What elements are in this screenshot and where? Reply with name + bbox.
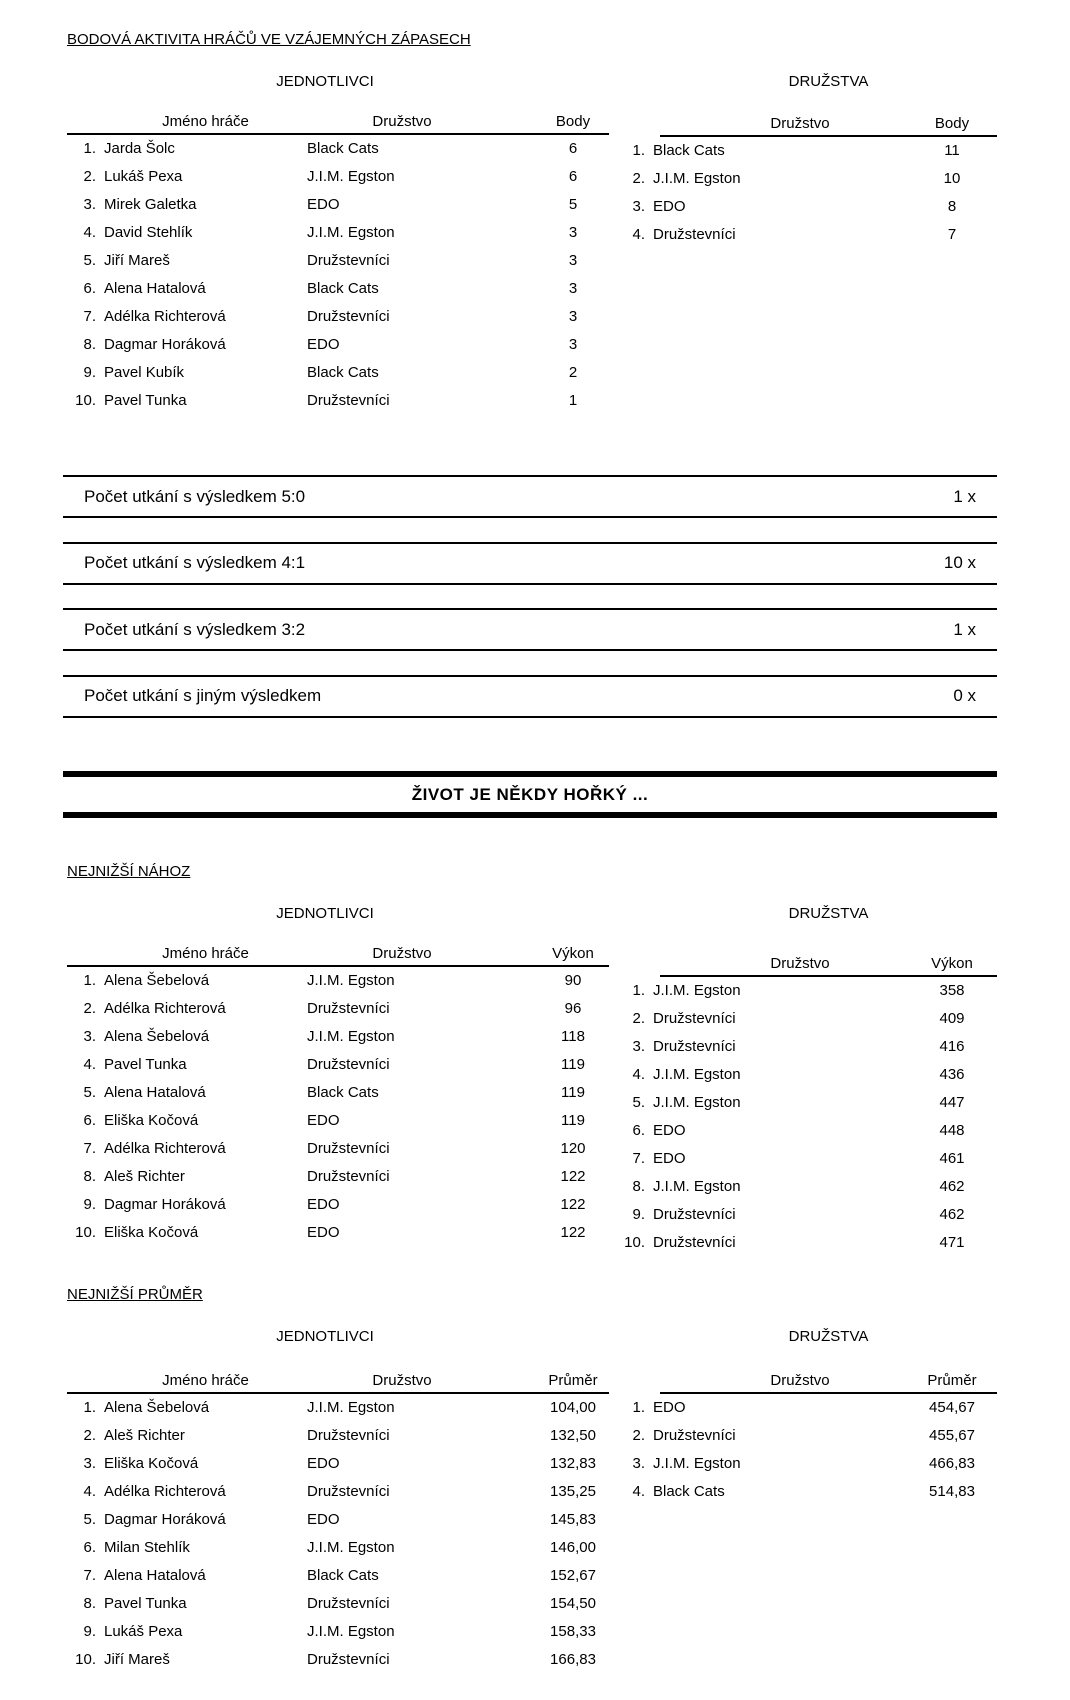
cell-team: Black Cats bbox=[307, 140, 379, 157]
cell-rank: 2. bbox=[83, 1000, 96, 1017]
cell-value: 455,67 bbox=[929, 1427, 975, 1444]
lowest-average-individuals-table bbox=[63, 1367, 609, 1674]
cell-team: Družstevníci bbox=[653, 1010, 736, 1027]
cell-team: Družstevníci bbox=[307, 1056, 390, 1073]
cell-value: 7 bbox=[947, 226, 957, 243]
table-header bbox=[63, 1367, 609, 1392]
player-row bbox=[63, 1191, 609, 1219]
cell-name: Pavel Kubík bbox=[104, 364, 185, 381]
cell-value: 96 bbox=[564, 1000, 582, 1017]
cell-name: Aleš Richter bbox=[104, 1168, 185, 1185]
cell-value: 514,83 bbox=[929, 1483, 975, 1500]
cell-name: Dagmar Horáková bbox=[104, 1511, 226, 1528]
cell-team: Družstevníci bbox=[653, 1234, 736, 1251]
cell-name: Jarda Šolc bbox=[104, 140, 175, 157]
cell-rank: 2. bbox=[83, 168, 96, 185]
cell-team: J.I.M. Egston bbox=[307, 224, 395, 241]
team-row bbox=[612, 165, 997, 193]
cell-value: 135,25 bbox=[550, 1483, 596, 1500]
team-row bbox=[612, 1033, 997, 1061]
cell-name: Eliška Kočová bbox=[104, 1455, 199, 1472]
cell-team: Družstevníci bbox=[307, 1140, 390, 1157]
teams-heading-throw: DRUŽSTVA bbox=[788, 905, 869, 922]
team-row bbox=[612, 1005, 997, 1033]
cell-team: J.I.M. Egston bbox=[307, 1623, 395, 1640]
cell-rank: 1. bbox=[83, 972, 96, 989]
cell-name: Dagmar Horáková bbox=[104, 1196, 226, 1213]
cell-rank: 8. bbox=[632, 1178, 645, 1195]
team-row bbox=[612, 1089, 997, 1117]
cell-value: 158,33 bbox=[550, 1623, 596, 1640]
cell-rank: 3. bbox=[83, 196, 96, 213]
player-row bbox=[63, 303, 609, 331]
cell-value: 2 bbox=[568, 364, 578, 381]
team-row bbox=[612, 977, 997, 1005]
player-row bbox=[63, 995, 609, 1023]
player-row bbox=[63, 1219, 609, 1247]
cell-name: Alena Šebelová bbox=[104, 972, 210, 989]
cell-rank: 5. bbox=[83, 1084, 96, 1101]
cell-team: Družstevníci bbox=[307, 1168, 390, 1185]
lowest-average-heading: NEJNIŽŠÍ PRŮMĚR bbox=[67, 1286, 203, 1303]
player-row bbox=[63, 1422, 609, 1450]
cell-rank: 10. bbox=[75, 392, 96, 409]
cell-rank: 7. bbox=[83, 1567, 96, 1584]
cell-value: 166,83 bbox=[550, 1651, 596, 1668]
cell-rank: 2. bbox=[632, 1010, 645, 1027]
cell-rank: 7. bbox=[632, 1150, 645, 1167]
points-teams-table bbox=[612, 110, 997, 249]
table-body bbox=[612, 1394, 997, 1506]
page-title: BODOVÁ AKTIVITA HRÁČŮ VE VZÁJEMNÝCH ZÁPASECH bbox=[67, 31, 471, 48]
cell-value: 1 bbox=[568, 392, 578, 409]
cell-team: Družstevníci bbox=[307, 1483, 390, 1500]
cell-rank: 4. bbox=[83, 224, 96, 241]
cell-label: Počet utkání s jiným výsledkem bbox=[84, 686, 322, 705]
team-row bbox=[612, 1117, 997, 1145]
cell-value: 119 bbox=[561, 1084, 585, 1101]
cell-team: EDO bbox=[307, 1455, 340, 1472]
cell-rank: 4. bbox=[83, 1483, 96, 1500]
match-count-banner bbox=[63, 475, 997, 518]
player-row bbox=[63, 275, 609, 303]
cell-value: 122 bbox=[560, 1168, 586, 1185]
cell-rank: 1. bbox=[83, 1399, 96, 1416]
cell-value: 3 bbox=[568, 336, 578, 353]
team-row bbox=[612, 137, 997, 165]
cell-team: Black Cats bbox=[307, 1084, 379, 1101]
cell-team: EDO bbox=[307, 336, 340, 353]
cell-team: J.I.M. Egston bbox=[653, 1094, 741, 1111]
individuals-heading-throw: JEDNOTLIVCI bbox=[276, 905, 374, 922]
lowest-average-teams-table bbox=[612, 1367, 997, 1506]
cell-value: 5 bbox=[568, 196, 578, 213]
cell-rank: 2. bbox=[83, 1427, 96, 1444]
player-row bbox=[63, 247, 609, 275]
col-header-average: Průměr bbox=[927, 1372, 977, 1389]
col-header-points: Body bbox=[555, 113, 591, 130]
table-header bbox=[612, 950, 997, 975]
cell-value: 120 bbox=[560, 1140, 586, 1157]
cell-rank: 8. bbox=[83, 336, 96, 353]
cell-rank: 3. bbox=[83, 1028, 96, 1045]
cell-name: Alena Hatalová bbox=[104, 1567, 206, 1584]
cell-team: Black Cats bbox=[307, 280, 379, 297]
cell-team: EDO bbox=[653, 198, 686, 215]
cell-rank: 1. bbox=[632, 982, 645, 999]
cell-value: 90 bbox=[564, 972, 582, 989]
team-row bbox=[612, 1229, 997, 1257]
team-row bbox=[612, 221, 997, 249]
cell-rank: 9. bbox=[83, 364, 96, 381]
cell-team: J.I.M. Egston bbox=[653, 1066, 741, 1083]
cell-value: 416 bbox=[939, 1038, 965, 1055]
cell-rank: 7. bbox=[83, 1140, 96, 1157]
cell-rank: 3. bbox=[632, 1038, 645, 1055]
player-row bbox=[63, 1618, 609, 1646]
cell-value: 152,67 bbox=[550, 1567, 596, 1584]
cell-rank: 3. bbox=[83, 1455, 96, 1472]
player-row bbox=[63, 1023, 609, 1051]
table-header bbox=[612, 1367, 997, 1392]
cell-value: 454,67 bbox=[929, 1399, 975, 1416]
cell-team: J.I.M. Egston bbox=[307, 1399, 395, 1416]
cell-value: 122 bbox=[560, 1196, 586, 1213]
teams-heading-points: DRUŽSTVA bbox=[788, 73, 869, 90]
player-row bbox=[63, 1590, 609, 1618]
cell-label: Počet utkání s výsledkem 4:1 bbox=[84, 553, 306, 572]
player-row bbox=[63, 1135, 609, 1163]
player-row bbox=[63, 1478, 609, 1506]
cell-name: Aleš Richter bbox=[104, 1427, 185, 1444]
cell-rank: 5. bbox=[83, 1511, 96, 1528]
cell-team: Družstevníci bbox=[307, 252, 390, 269]
cell-team: J.I.M. Egston bbox=[653, 982, 741, 999]
team-row bbox=[612, 1394, 997, 1422]
cell-rank: 10. bbox=[75, 1224, 96, 1241]
cell-name: Adélka Richterová bbox=[104, 308, 226, 325]
cell-value: 471 bbox=[939, 1234, 965, 1251]
section-banner: ŽIVOT JE NĚKDY HOŘKÝ ... bbox=[63, 771, 997, 818]
cell-team: Družstevníci bbox=[307, 1651, 390, 1668]
cell-rank: 7. bbox=[83, 308, 96, 325]
cell-value: 462 bbox=[939, 1206, 965, 1223]
team-row bbox=[612, 1422, 997, 1450]
table-body bbox=[63, 135, 609, 415]
cell-value: 154,50 bbox=[550, 1595, 596, 1612]
col-header-points: Body bbox=[934, 115, 970, 132]
cell-name: Pavel Tunka bbox=[104, 1056, 187, 1073]
player-row bbox=[63, 1079, 609, 1107]
cell-name: Eliška Kočová bbox=[104, 1224, 199, 1241]
cell-rank: 6. bbox=[83, 1112, 96, 1129]
cell-team: Black Cats bbox=[653, 1483, 725, 1500]
cell-value: 10 bbox=[943, 170, 961, 187]
teams-heading-average: DRUŽSTVA bbox=[788, 1328, 869, 1345]
cell-value: 461 bbox=[939, 1150, 965, 1167]
cell-name: Adélka Richterová bbox=[104, 1483, 226, 1500]
cell-name: Eliška Kočová bbox=[104, 1112, 199, 1129]
cell-team: J.I.M. Egston bbox=[307, 972, 395, 989]
individuals-heading-average: JEDNOTLIVCI bbox=[276, 1328, 374, 1345]
table-body bbox=[612, 137, 997, 249]
cell-value: 8 bbox=[947, 198, 957, 215]
cell-rank: 2. bbox=[632, 1427, 645, 1444]
player-row bbox=[63, 191, 609, 219]
cell-team: Black Cats bbox=[307, 1567, 379, 1584]
cell-name: Alena Hatalová bbox=[104, 280, 206, 297]
individuals-heading-points: JEDNOTLIVCI bbox=[276, 73, 374, 90]
player-row bbox=[63, 219, 609, 247]
cell-name: Lukáš Pexa bbox=[104, 1623, 183, 1640]
points-individuals-table bbox=[63, 108, 609, 415]
cell-team: EDO bbox=[307, 1112, 340, 1129]
player-row bbox=[63, 387, 609, 415]
cell-name: Pavel Tunka bbox=[104, 392, 187, 409]
cell-team: J.I.M. Egston bbox=[307, 168, 395, 185]
cell-rank: 1. bbox=[632, 1399, 645, 1416]
cell-rank: 10. bbox=[75, 1651, 96, 1668]
cell-name: Adélka Richterová bbox=[104, 1140, 226, 1157]
cell-name: Dagmar Horáková bbox=[104, 336, 226, 353]
cell-value: 3 bbox=[568, 308, 578, 325]
cell-rank: 10. bbox=[624, 1234, 645, 1251]
cell-team: J.I.M. Egston bbox=[653, 1455, 741, 1472]
cell-label: Počet utkání s výsledkem 3:2 bbox=[84, 619, 306, 639]
player-row bbox=[63, 1562, 609, 1590]
cell-value: 118 bbox=[561, 1028, 585, 1045]
match-count-banners bbox=[63, 475, 997, 741]
player-row bbox=[63, 1163, 609, 1191]
cell-rank: 9. bbox=[83, 1196, 96, 1213]
table-header bbox=[63, 940, 609, 965]
cell-rank: 9. bbox=[83, 1623, 96, 1640]
match-count-banner bbox=[63, 675, 997, 718]
cell-rank: 8. bbox=[83, 1168, 96, 1185]
table-header bbox=[612, 110, 997, 135]
player-row bbox=[63, 1450, 609, 1478]
cell-value: 146,00 bbox=[550, 1539, 596, 1556]
cell-team: Družstevníci bbox=[307, 392, 390, 409]
cell-value: 0 x bbox=[953, 686, 976, 705]
cell-name: Jiří Mareš bbox=[104, 252, 170, 269]
player-row bbox=[63, 1051, 609, 1079]
cell-team: Družstevníci bbox=[653, 1038, 736, 1055]
team-row bbox=[612, 1145, 997, 1173]
player-row bbox=[63, 967, 609, 995]
col-header-team: Družstvo bbox=[770, 1372, 830, 1389]
player-row bbox=[63, 1646, 609, 1674]
cell-team: Družstevníci bbox=[653, 226, 736, 243]
cell-value: 119 bbox=[561, 1056, 585, 1073]
cell-value: 122 bbox=[560, 1224, 586, 1241]
col-header-team: Družstvo bbox=[372, 1372, 432, 1389]
cell-team: J.I.M. Egston bbox=[653, 170, 741, 187]
cell-value: 10 x bbox=[943, 553, 976, 572]
cell-team: J.I.M. Egston bbox=[653, 1178, 741, 1195]
cell-name: Pavel Tunka bbox=[104, 1595, 187, 1612]
cell-team: Družstevníci bbox=[653, 1206, 736, 1223]
cell-rank: 5. bbox=[83, 252, 96, 269]
cell-team: EDO bbox=[307, 1511, 340, 1528]
col-header-player: Jméno hráče bbox=[162, 945, 249, 962]
cell-label: Počet utkání s výsledkem 5:0 bbox=[84, 486, 306, 506]
cell-team: Družstevníci bbox=[653, 1427, 736, 1444]
cell-rank: 1. bbox=[83, 140, 96, 157]
cell-value: 132,83 bbox=[550, 1455, 596, 1472]
cell-value: 3 bbox=[568, 224, 578, 241]
cell-team: EDO bbox=[653, 1122, 686, 1139]
lowest-throw-teams-table bbox=[612, 950, 997, 1257]
player-row bbox=[63, 1394, 609, 1422]
cell-name: Jiří Mareš bbox=[104, 1651, 170, 1668]
cell-value: 132,50 bbox=[550, 1427, 596, 1444]
col-header-performance: Výkon bbox=[552, 945, 594, 962]
cell-rank: 9. bbox=[632, 1206, 645, 1223]
cell-value: 3 bbox=[568, 280, 578, 297]
cell-value: 104,00 bbox=[550, 1399, 596, 1416]
cell-value: 145,83 bbox=[550, 1511, 596, 1528]
cell-value: 3 bbox=[568, 252, 578, 269]
cell-team: Družstevníci bbox=[307, 308, 390, 325]
cell-team: Black Cats bbox=[307, 364, 379, 381]
col-header-player: Jméno hráče bbox=[162, 113, 249, 130]
cell-team: EDO bbox=[653, 1399, 686, 1416]
cell-rank: 4. bbox=[632, 226, 645, 243]
cell-rank: 6. bbox=[632, 1122, 645, 1139]
cell-value: 447 bbox=[939, 1094, 965, 1111]
player-row bbox=[63, 1506, 609, 1534]
lowest-throw-heading: NEJNIŽŠÍ NÁHOZ bbox=[67, 863, 191, 880]
cell-rank: 5. bbox=[632, 1094, 645, 1111]
cell-value: 466,83 bbox=[929, 1455, 975, 1472]
cell-value: 6 bbox=[568, 168, 578, 185]
team-row bbox=[612, 193, 997, 221]
cell-value: 462 bbox=[939, 1178, 965, 1195]
cell-rank: 4. bbox=[83, 1056, 96, 1073]
table-body bbox=[63, 967, 609, 1247]
cell-value: 436 bbox=[939, 1066, 965, 1083]
cell-name: Alena Hatalová bbox=[104, 1084, 206, 1101]
cell-value: 1 x bbox=[953, 619, 976, 639]
cell-team: EDO bbox=[307, 196, 340, 213]
player-row bbox=[63, 359, 609, 387]
cell-team: Družstevníci bbox=[307, 1427, 390, 1444]
cell-team: EDO bbox=[307, 1224, 340, 1241]
cell-rank: 4. bbox=[632, 1066, 645, 1083]
cell-rank: 2. bbox=[632, 170, 645, 187]
cell-name: Lukáš Pexa bbox=[104, 168, 183, 185]
team-row bbox=[612, 1201, 997, 1229]
cell-team: J.I.M. Egston bbox=[307, 1028, 395, 1045]
lowest-throw-individuals-table bbox=[63, 940, 609, 1247]
col-header-player: Jméno hráče bbox=[162, 1372, 249, 1389]
cell-team: Družstevníci bbox=[307, 1000, 390, 1017]
cell-name: Alena Šebelová bbox=[104, 1399, 210, 1416]
team-row bbox=[612, 1061, 997, 1089]
match-count-banner bbox=[63, 608, 997, 651]
col-header-performance: Výkon bbox=[931, 955, 973, 972]
cell-team: Black Cats bbox=[653, 142, 725, 159]
cell-value: 119 bbox=[561, 1112, 585, 1129]
cell-rank: 1. bbox=[632, 142, 645, 159]
table-body bbox=[63, 1394, 609, 1674]
cell-rank: 6. bbox=[83, 280, 96, 297]
player-row bbox=[63, 135, 609, 163]
team-row bbox=[612, 1173, 997, 1201]
cell-value: 1 x bbox=[953, 486, 976, 506]
team-row bbox=[612, 1450, 997, 1478]
cell-name: Mirek Galetka bbox=[104, 196, 197, 213]
cell-value: 358 bbox=[939, 982, 965, 999]
team-row bbox=[612, 1478, 997, 1506]
table-body bbox=[612, 977, 997, 1257]
col-header-team: Družstvo bbox=[770, 955, 830, 972]
cell-name: Alena Šebelová bbox=[104, 1028, 210, 1045]
col-header-team: Družstvo bbox=[770, 115, 830, 132]
cell-team: J.I.M. Egston bbox=[307, 1539, 395, 1556]
cell-team: EDO bbox=[653, 1150, 686, 1167]
cell-name: David Stehlík bbox=[104, 224, 193, 241]
player-row bbox=[63, 163, 609, 191]
cell-name: Milan Stehlík bbox=[104, 1539, 190, 1556]
cell-value: 11 bbox=[944, 142, 960, 159]
cell-value: 6 bbox=[568, 140, 578, 157]
cell-rank: 8. bbox=[83, 1595, 96, 1612]
col-header-average: Průměr bbox=[548, 1372, 598, 1389]
cell-name: Adélka Richterová bbox=[104, 1000, 226, 1017]
col-header-team: Družstvo bbox=[372, 113, 432, 130]
cell-rank: 3. bbox=[632, 1455, 645, 1472]
cell-team: EDO bbox=[307, 1196, 340, 1213]
cell-team: Družstevníci bbox=[307, 1595, 390, 1612]
player-row bbox=[63, 331, 609, 359]
cell-rank: 3. bbox=[632, 198, 645, 215]
player-row bbox=[63, 1534, 609, 1562]
cell-value: 409 bbox=[939, 1010, 965, 1027]
col-header-team: Družstvo bbox=[372, 945, 432, 962]
match-count-banner bbox=[63, 542, 997, 585]
cell-rank: 6. bbox=[83, 1539, 96, 1556]
cell-rank: 4. bbox=[632, 1483, 645, 1500]
cell-value: 448 bbox=[939, 1122, 965, 1139]
player-row bbox=[63, 1107, 609, 1135]
table-header bbox=[63, 108, 609, 133]
